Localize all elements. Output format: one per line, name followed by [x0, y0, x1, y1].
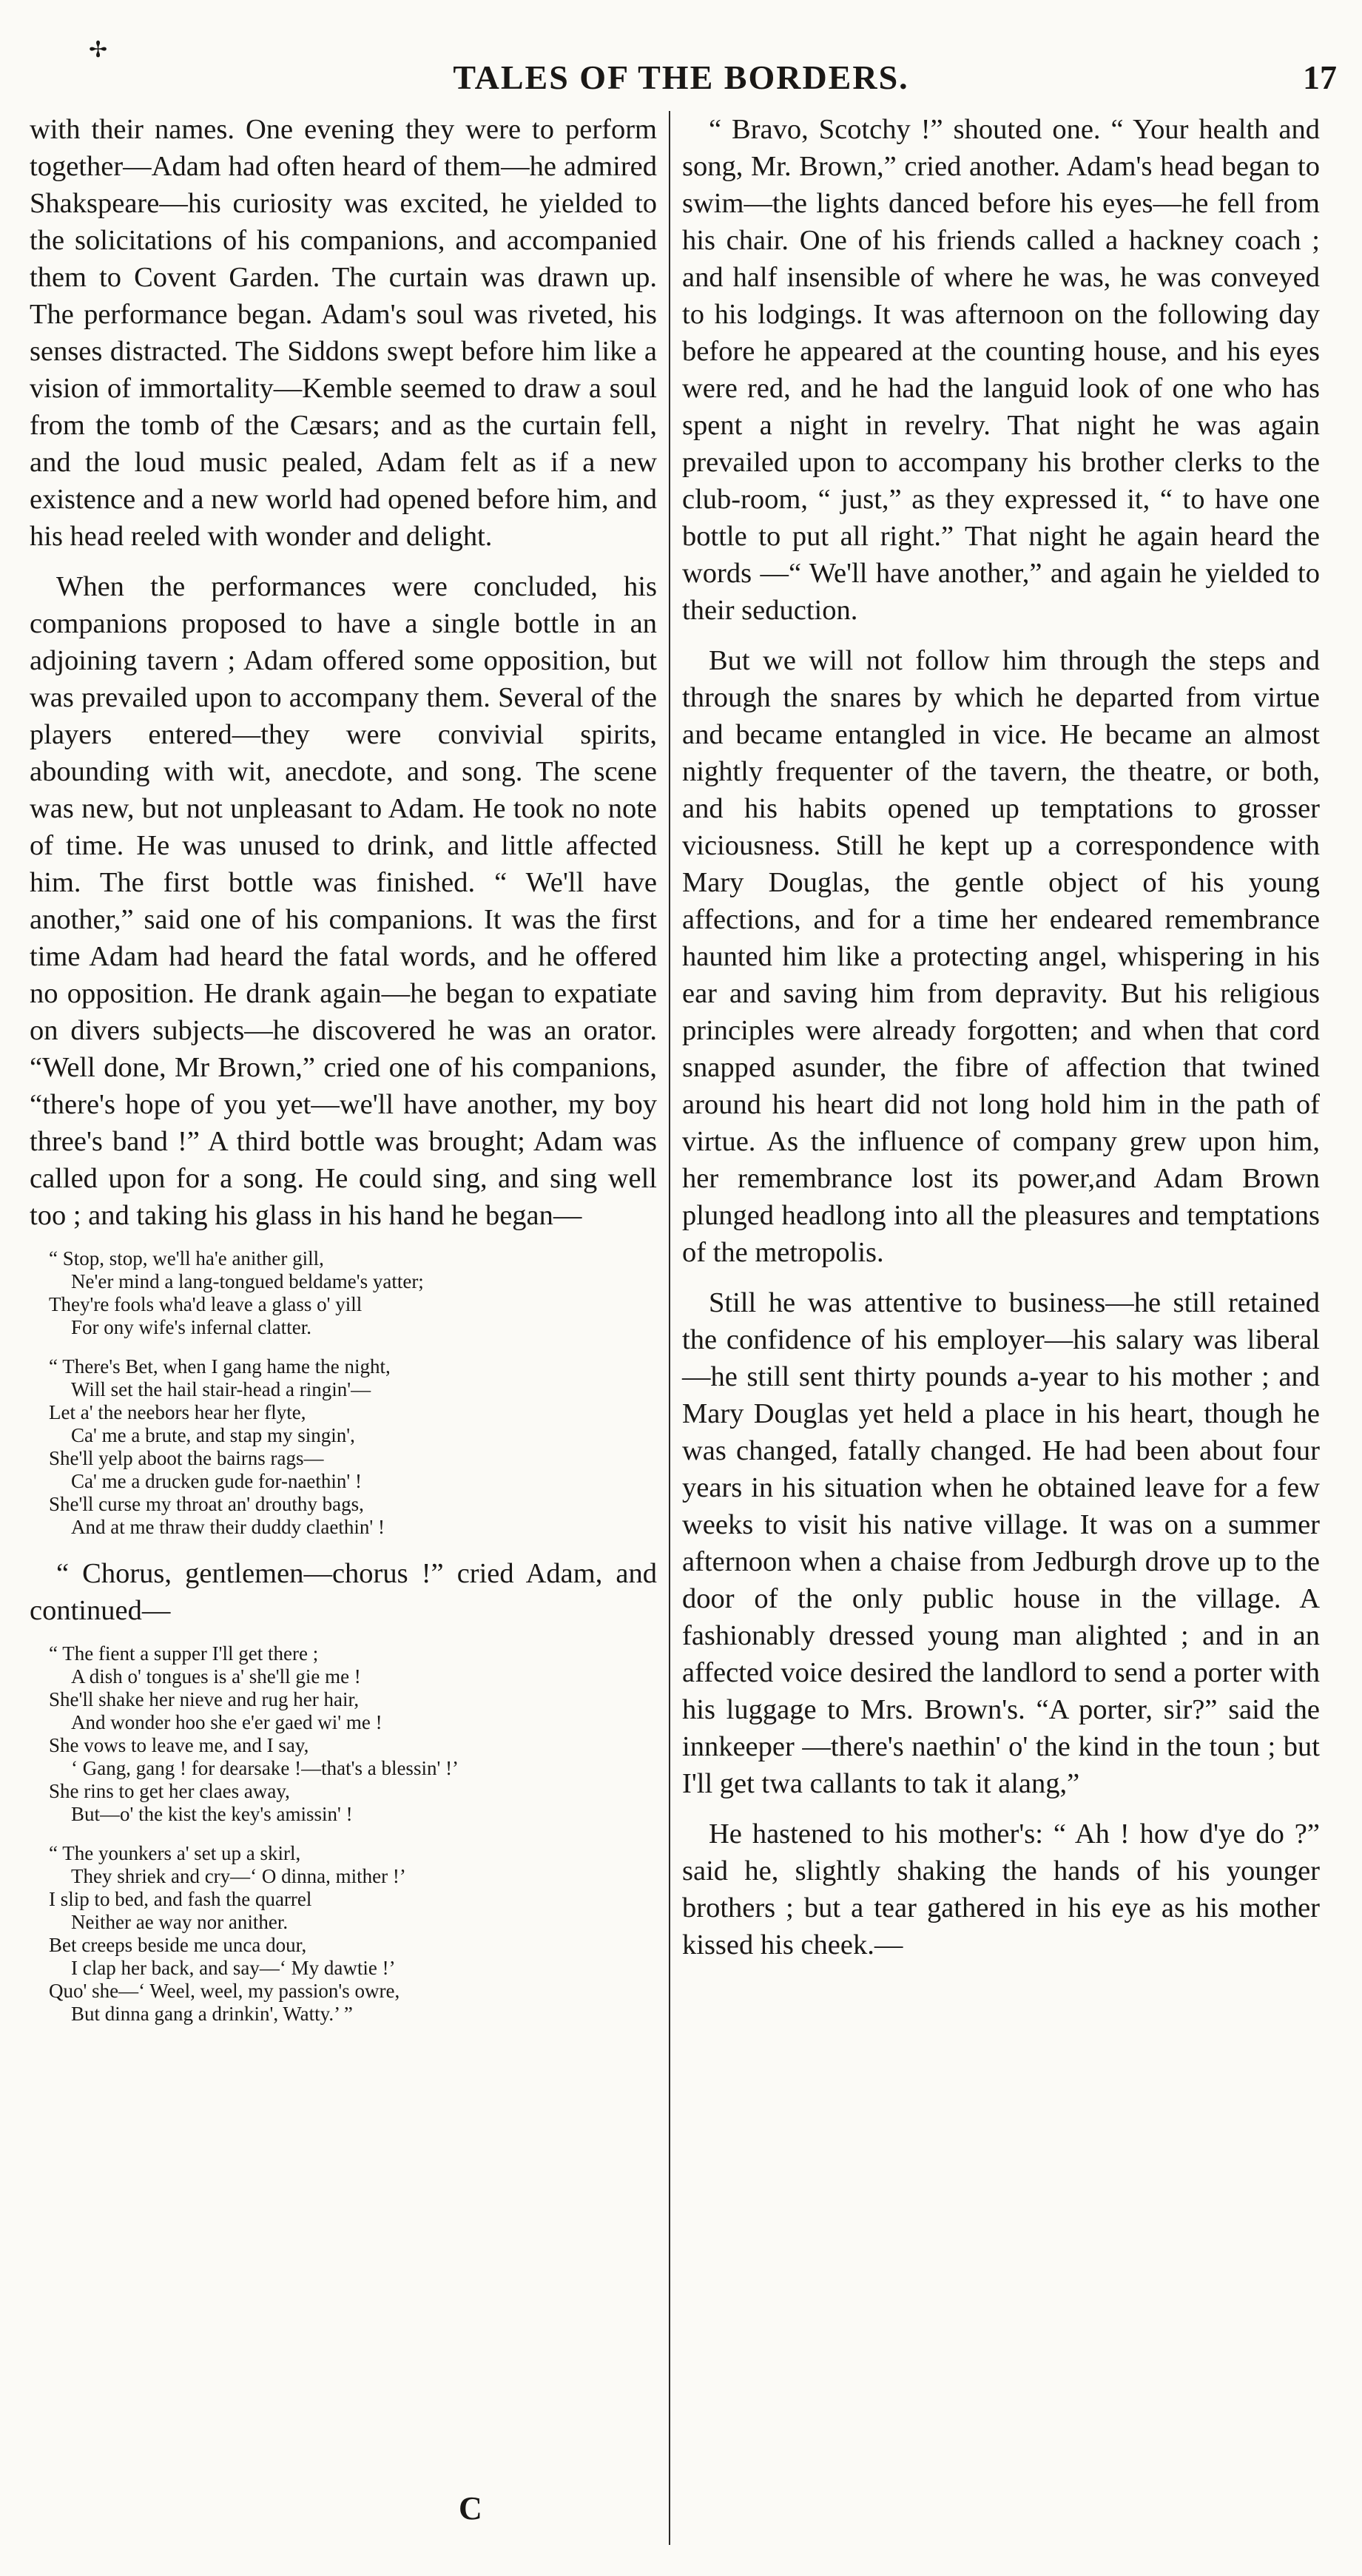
verse-line: “ The fient a supper I'll get there ; — [49, 1642, 319, 1665]
left-column — [30, 111, 657, 2042]
verse-line: She'll yelp aboot the bairns rags— — [49, 1447, 324, 1469]
verse-line: A dish o' tongues is a' she'll gie me ! — [71, 1665, 361, 1687]
verse-line: She'll curse my throat an' drouthy bags, — [49, 1493, 364, 1515]
verse-line: I clap her back, and say—‘ My dawtie !’ — [71, 1957, 396, 1979]
paragraph: “ Bravo, Scotchy !” shouted one. “ Your health and song, Mr. Brown,” cried another. Adam's head began to swim—the lights danced before his eyes—he fell from his chair. One of his friends called a hackney coach ; and half insensible of where he was, he was conveyed to his lodgings. It was afternoon on the following day before he appeared at the counting house, and his eyes were red, and he had the languid look of one who has spent a night in revelry. That night he was again prevailed upon to accompany his brother clerks to the club-room, “ just,” as they expressed it, “ to have one bottle to put all right.” That night he again heard the words —“ We'll have another,” and again he yielded to their seduction. — [682, 114, 1320, 626]
verse-line: Ne'er mind a lang-tongued beldame's yatter; — [71, 1270, 424, 1292]
verse-line: “ Stop, stop, we'll ha'e anither gill, — [49, 1247, 324, 1270]
verse-line: And at me thraw their duddy claethin' ! — [71, 1516, 385, 1538]
verse-line: And wonder hoo she e'er gaed wi' me ! — [71, 1711, 382, 1733]
verse-line: Ca' me a brute, and stap my singin', — [71, 1424, 355, 1446]
page-header — [0, 58, 1362, 102]
paragraph: But we will not follow him through the steps and through the snares by which he departed from virtue and became entangled in vice. He became an almost nightly frequenter of the tavern, the theatre, or both, and his habits opened up temptations to grosser viciousness. Still he kept up a correspondence with Mary Douglas, the gentle object of his young affections, and for a time her endeared remembrance haunted him like a protecting angel, whispering in his ear and saving him from depravity. But his religious principles were already forgotten; and when that cord snapped asunder, the fibre of affection that twined around his heart did not long hold him in the path of virtue. As the influence of company grew upon him, her remembrance lost its power,and Adam Brown plunged headlong into all the pleasures and temptations of the metropolis. — [682, 645, 1320, 1268]
paragraph: “ Chorus, gentlemen—chorus !” cried Adam, and continued— — [30, 1558, 657, 1626]
verse-line: She rins to get her claes away, — [49, 1780, 290, 1802]
verse-line: Let a' the neebors hear her flyte, — [49, 1401, 306, 1423]
verse-line: They shriek and cry—‘ O dinna, mither !’ — [71, 1865, 406, 1887]
paragraph: He hastened to his mother's: “ Ah ! how d'ye do ?” said he, slightly shaking the hands of his younger brothers ; but a tear gathered in his eye as his mother kissed his cheek.— — [682, 1818, 1320, 1960]
verse-line: Neither ae way nor anither. — [71, 1911, 289, 1933]
verse-line: But—o' the kist the key's amissin' ! — [71, 1803, 353, 1825]
running-title: TALES OF THE BORDERS. — [453, 58, 909, 96]
paragraph: Still he was attentive to business—he still retained the confidence of his employer—his salary was liberal—he still sent thirty pounds a-year to his mother ; and Mary Douglas yet held a place in his heart, though he was changed, fatally changed. He had been about four years in his situation when he obtained leave for a few weeks to visit his native village. It was on a summer afternoon when a chaise from Jedburgh drove up to the door of the only public house in the village. A fashionably dressed young man alighted ; and in an affected voice desired the landlord to send a porter with his luggage to Mrs. Brown's. “A porter, sir?” said the innkeeper —there's naethin' o' the kind in the toun ; but I'll get twa callants to tak it alang,” — [682, 1287, 1320, 1799]
signature-mark: C — [459, 2490, 482, 2526]
paragraph: When the performances were concluded, his companions proposed to have a single bottle in an adjoining tavern ; Adam offered some opposition, but was prevailed upon to accompany them. Several of the players entered—they were convivial spirits, abounding with wit, anecdote, and song. The scene was new, but not unpleasant to Adam. He took no note of time. He was unused to drink, and little affected him. The first bottle was finished. “ We'll have another,” said one of his companions. It was the first time Adam had heard the fatal words, and he offered no opposition. He drank again—he began to expatiate on divers subjects—he discovered he was an orator. “Well done, Mr Brown,” cried one of his companions, “there's hope of you yet—we'll have another, my boy three's band !” A third bottle was brought; Adam was called upon for a song. He could sing, and sing well too ; and taking his glass in his hand he began— — [30, 571, 657, 1231]
verse-line: She'll shake her nieve and rug her hair, — [49, 1688, 360, 1710]
verse-line: They're fools wha'd leave a glass o' yill — [49, 1293, 363, 1315]
song-stanza — [30, 1642, 657, 1826]
song-stanza — [30, 1247, 657, 1339]
verse-line: Bet creeps beside me unca dour, — [49, 1934, 307, 1956]
verse-line: I slip to bed, and fash the quarrel — [49, 1888, 312, 1910]
song-stanza — [30, 1842, 657, 2026]
verse-line: Will set the hail stair-head a ringin'— — [71, 1378, 371, 1400]
column-divider — [669, 111, 670, 2545]
verse-line: She vows to leave me, and I say, — [49, 1734, 309, 1756]
verse-line: Quo' she—‘ Weel, weel, my passion's owre, — [49, 1980, 400, 2002]
verse-line: ‘ Gang, gang ! for dearsake !—that's a blessin' !’ — [71, 1757, 459, 1779]
verse-line: But dinna gang a drinkin', Watty.’ ” — [71, 2003, 353, 2025]
right-column — [682, 111, 1320, 1977]
verse-line: “ There's Bet, when I gang hame the night, — [49, 1355, 391, 1378]
verse-line: For ony wife's infernal clatter. — [71, 1316, 312, 1338]
verse-line: Ca' me a drucken gude for-naethin' ! — [71, 1470, 363, 1492]
page-number: 17 — [1303, 58, 1337, 96]
paragraph: with their names. One evening they were to perform together—Adam had often heard of them—he admired Shakspeare—his curiosity was excited, he yielded to the solicitations of his companions, and accompanied them to Covent Garden. The curtain was drawn up. The performance began. Adam's soul was riveted, his senses distracted. The Siddons swept before him like a vision of immortality—Kemble seemed to draw a soul from the tomb of the Cæsars; and as the curtain fell, and the loud music pealed, Adam felt as if a new existence and a new world had opened before him, and his head reeled with wonder and delight. — [30, 114, 657, 552]
verse-line: “ The younkers a' set up a skirl, — [49, 1842, 301, 1864]
song-stanza — [30, 1355, 657, 1539]
printer-mark: ✢ — [89, 38, 108, 62]
